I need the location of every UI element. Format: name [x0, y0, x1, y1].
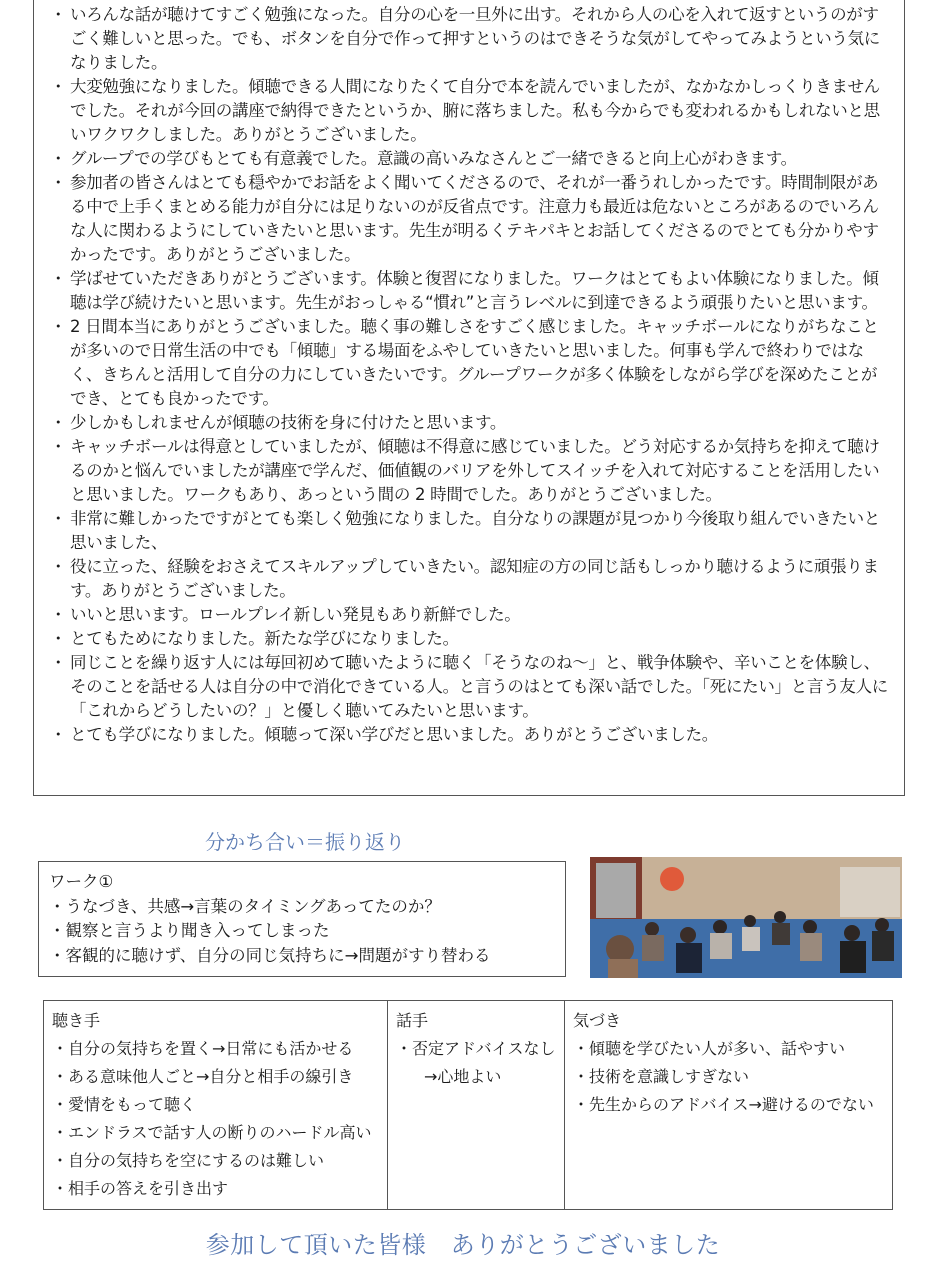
- feedback-item: ・ いいと思います。ロールプレイ新しい発見もあり新鮮でした。: [48, 603, 888, 627]
- notice-item: ・技術を意識しすぎない: [573, 1067, 750, 1086]
- listener-item: ・相手の答えを引き出す: [52, 1179, 229, 1198]
- feedback-item: ・ キャッチボールは得意としていましたが、傾聴は不得意に感じていました。どう対応するか気持ちを抑えて聴けるのかと悩んでいましたが講座で学んだ、価値観のバリアを外してスイッチを入れて対応することを活用したいと思いました。ワークもあり、あっという間の 2 時間でした。ありがとうございました。: [48, 435, 888, 507]
- feedback-item: ・ とても学びになりました。傾聴って深い学びだと思いました。ありがとうございました。: [48, 723, 888, 747]
- work-item: ・観察と言うより聞き入ってしまった: [49, 921, 330, 940]
- work-item: ・客観的に聴けず、自分の同じ気持ちに→問題がすり替わる: [49, 945, 491, 965]
- feedback-item: ・ 参加者の皆さんはとても穏やかでお話をよく聞いてくださるので、それが一番うれしかったです。時間制限がある中で上手くまとめる能力が自分には足りないのが反省点です。注意力も最近は危ないところがあるのでいろんな人に関わるようにしていきたいと思います。先生が明るくテキパキとお話してくださるのでとても分かりやすかったです。ありがとうございました。: [48, 171, 888, 267]
- section-heading: 分かち合い＝振り返り: [205, 830, 405, 854]
- listener-item: ・愛情をもって聴く: [52, 1095, 197, 1114]
- work-title: ワーク①: [49, 872, 114, 891]
- speaker-item-continuation: →心地よい: [424, 1067, 502, 1086]
- speaker-column: [388, 1001, 565, 1210]
- feedback-list: [48, 3, 888, 747]
- feedback-item: ・ いろんな話が聴けてすごく勉強になった。自分の心を一旦外に出す。それから人の心を入れて返すというのがすごく難しいと思った。でも、ボタンを自分で作って押すというのはできそうな気がしてやってみようという気になりました。: [48, 3, 888, 75]
- feedback-item: ・ 非常に難しかったですがとても楽しく勉強になりました。自分なりの課題が見つかり今後取り組んでいきたいと思いました、: [48, 507, 888, 555]
- closing-thanks: 参加して頂いた皆様 ありがとうございました: [205, 1231, 721, 1259]
- feedback-item: ・ 少しかもしれませんが傾聴の技術を身に付けたと思います。: [48, 411, 888, 435]
- work-box: [38, 861, 566, 977]
- feedback-item: ・ 役に立った、経験をおさえてスキルアップしていきたい。認知症の方の同じ話もしっかり聴けるように頑張ります。ありがとうございました。: [48, 555, 888, 603]
- listener-header: 聴き手: [52, 1011, 101, 1030]
- workshop-photo: [590, 857, 902, 978]
- notice-item: ・傾聴を学びたい人が多い、話やすい: [573, 1039, 846, 1058]
- notice-item: ・先生からのアドバイス→避けるのでない: [573, 1095, 874, 1114]
- listener-item: ・自分の気持ちを空にするのは難しい: [52, 1151, 325, 1170]
- notice-column: [565, 1001, 893, 1210]
- listener-item: ・エンドラスで話す人の断りのハードル高い: [52, 1123, 372, 1142]
- notice-header: 気づき: [573, 1011, 622, 1030]
- work-item: ・うなづき、共感→言葉のタイミングあってたのか？: [49, 896, 441, 916]
- summary-table: [43, 1000, 893, 1210]
- listener-column: [44, 1001, 388, 1210]
- workshop-photo-illustration: [590, 857, 902, 978]
- feedback-item: ・ 大変勉強になりました。傾聴できる人間になりたくて自分で本を読んでいましたが、なかなかしっくりきませんでした。それが今回の講座で納得できたというか、腑に落ちました。私も今からでも変われるかもしれないと思いワクワクしました。ありがとうございました。: [48, 75, 888, 147]
- feedback-box: [33, 0, 905, 796]
- feedback-item: ・ 同じことを繰り返す人には毎回初めて聴いたように聴く「そうなのね～」と、戦争体験や、辛いことを体験し、そのことを話せる人は自分の中で消化できている人。と言うのはとても深い話でした。「死にたい」と言う友人に「これからどうしたいの？」と優しく聴いてみたいと思います。: [48, 651, 888, 723]
- speaker-header: 話手: [396, 1011, 429, 1030]
- feedback-item: ・ グループでの学びもとても有意義でした。意識の高いみなさんとご一緒できると向上心がわきます。: [48, 147, 888, 171]
- feedback-item: ・ 2 日間本当にありがとうございました。聴く事の難しさをすごく感じました。キャッチボールになりがちなことが多いので日常生活の中でも「傾聴」する場面をふやしていきたいと思いました。何事も学んで終わりではなく、きちんと活用して自分の力にしていきたいです。グループワークが多く体験をしながら学びを深めたことができ、とても良かったです。: [48, 315, 888, 411]
- feedback-item: ・ とてもためになりました。新たな学びになりました。: [48, 627, 888, 651]
- listener-item: ・自分の気持ちを置く→日常にも活かせる: [52, 1039, 354, 1058]
- feedback-item: ・ 学ばせていただきありがとうございます。体験と復習になりました。ワークはとてもよい体験になりました。傾聴は学び続けたいと思います。先生がおっしゃる“慣れ”と言うレベルに到達できるよう頑張りたいと思います。: [48, 267, 888, 315]
- listener-item: ・ある意味他人ごと→自分と相手の線引き: [52, 1067, 354, 1086]
- speaker-item: ・否定アドバイスなし: [396, 1039, 556, 1058]
